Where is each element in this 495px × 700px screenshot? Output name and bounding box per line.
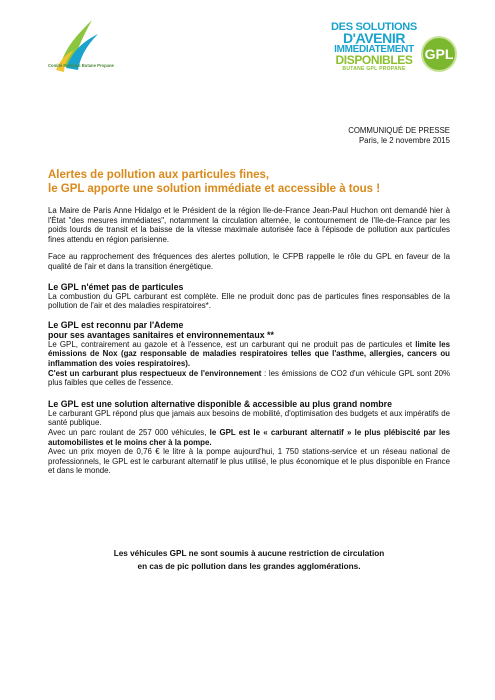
- tagline-line-3: IMMÉDIATEMENT: [334, 44, 414, 55]
- press-date: Paris, le 2 novembre 2015: [358, 136, 450, 145]
- cfbp-org-name: Comité Français Butane Propane: [48, 63, 114, 68]
- headline-line-2: le GPL apporte une solution immédiate et accessible à tous !: [48, 183, 381, 195]
- section-text: La combustion du GPL carburant est complète. Elle ne produit donc pas de particules fines responsables de la pollution de l'air et des maladies respiratoires*.: [48, 291, 450, 311]
- tagline-sub: BUTANE GPL PROPANE: [342, 66, 406, 72]
- tagline-line-2: D'AVENIR: [342, 30, 406, 46]
- press-release-body: [48, 206, 450, 485]
- headline-line-1: Alertes de pollution aux particules fines,: [48, 169, 270, 181]
- press-info: [348, 126, 450, 146]
- section-title: Le GPL est une solution alternative disponible & accessible au plus grand nombre: [48, 398, 392, 409]
- section-title: Le GPL est reconnu par l'Ademe: [48, 319, 184, 330]
- gpl-campaign-logo: [328, 22, 420, 73]
- intro-paragraph-1: La Maire de Paris Anne Hidalgo et le Président de la région Ile-de-France Jean-Paul Huchon ont demandé hier à l'État "des mesures immédiates", notamment la circulation alternée, le contournement de l'Ile-de-France par les poids lourds de transit et la baisse de la vitesse maximale autorisée face à l'épisode de pollution aux particules fines attendu en région parisienne.: [48, 206, 450, 244]
- text-run-bold: C'est un carburant plus respectueux de l'environnement: [48, 368, 262, 378]
- section-title: Le GPL n'émet pas de particules: [48, 281, 184, 292]
- tagline-line-4: DISPONIBLES: [335, 53, 413, 67]
- press-type: COMMUNIQUÉ DE PRESSE: [348, 126, 450, 135]
- headline: [48, 168, 448, 196]
- closing-line-1: Les véhicules GPL ne sont soumis à aucune restriction de circulation: [113, 549, 385, 558]
- section-alternative: [48, 399, 450, 476]
- section-paragraph-1: Le carburant GPL répond plus que jamais aux besoins de mobilité, d'optimisation des budgets et aux impératifs de santé publique.: [48, 408, 450, 428]
- text-run: Le GPL, contrairement au gazole et à l'essence, est un carburant qui ne produit pas de particules et: [48, 339, 416, 349]
- section-subtitle: pour ses avantages sanitaires et environnementaux **: [48, 329, 274, 340]
- section-text: [48, 340, 450, 369]
- cfbp-logo: [52, 16, 104, 80]
- section-particules: [48, 282, 450, 311]
- section-ademe: [48, 320, 450, 388]
- gpl-badge-icon: GPL: [421, 36, 457, 72]
- tagline-line-1: DES SOLUTIONS: [331, 21, 417, 33]
- section-paragraph-3: Avec un prix moyen de 0,76 € le litre à la pompe aujourd'hui, 1 750 stations-service et un réseau national de professionnels, le GPL est le carburant alternatif le plus utilisé, le plus économique et le plus disponible en France et dans le monde.: [48, 447, 450, 476]
- text-run-bold: le GPL est le « carburant alternatif » le plus plébiscité par les automobilistes et le moins cher à la pompe.: [48, 427, 450, 447]
- intro-paragraph-2: Face au rapprochement des fréquences des alertes pollution, le CFPB rappelle le rôle du GPL en faveur de la qualité de l'air et dans la transition énergétique.: [48, 252, 450, 271]
- section-text-2: [48, 369, 450, 388]
- text-run-bold: limite les émissions de Nox (gaz responsable de maladies respiratoires telles que l'asthme, allergies, cancers ou inflammation des voies respiratoires).: [48, 339, 450, 368]
- closing-statement: [48, 548, 450, 573]
- closing-line-2: en cas de pic pollution dans les grandes agglomérations.: [137, 561, 361, 571]
- text-run: : les émissions de CO2 d'un véhicule GPL sont 20% plus faibles que celles de l'essence.: [48, 368, 450, 388]
- section-paragraph-2: [48, 428, 450, 447]
- text-run: Avec un parc roulant de 257 000 véhicules,: [48, 427, 210, 437]
